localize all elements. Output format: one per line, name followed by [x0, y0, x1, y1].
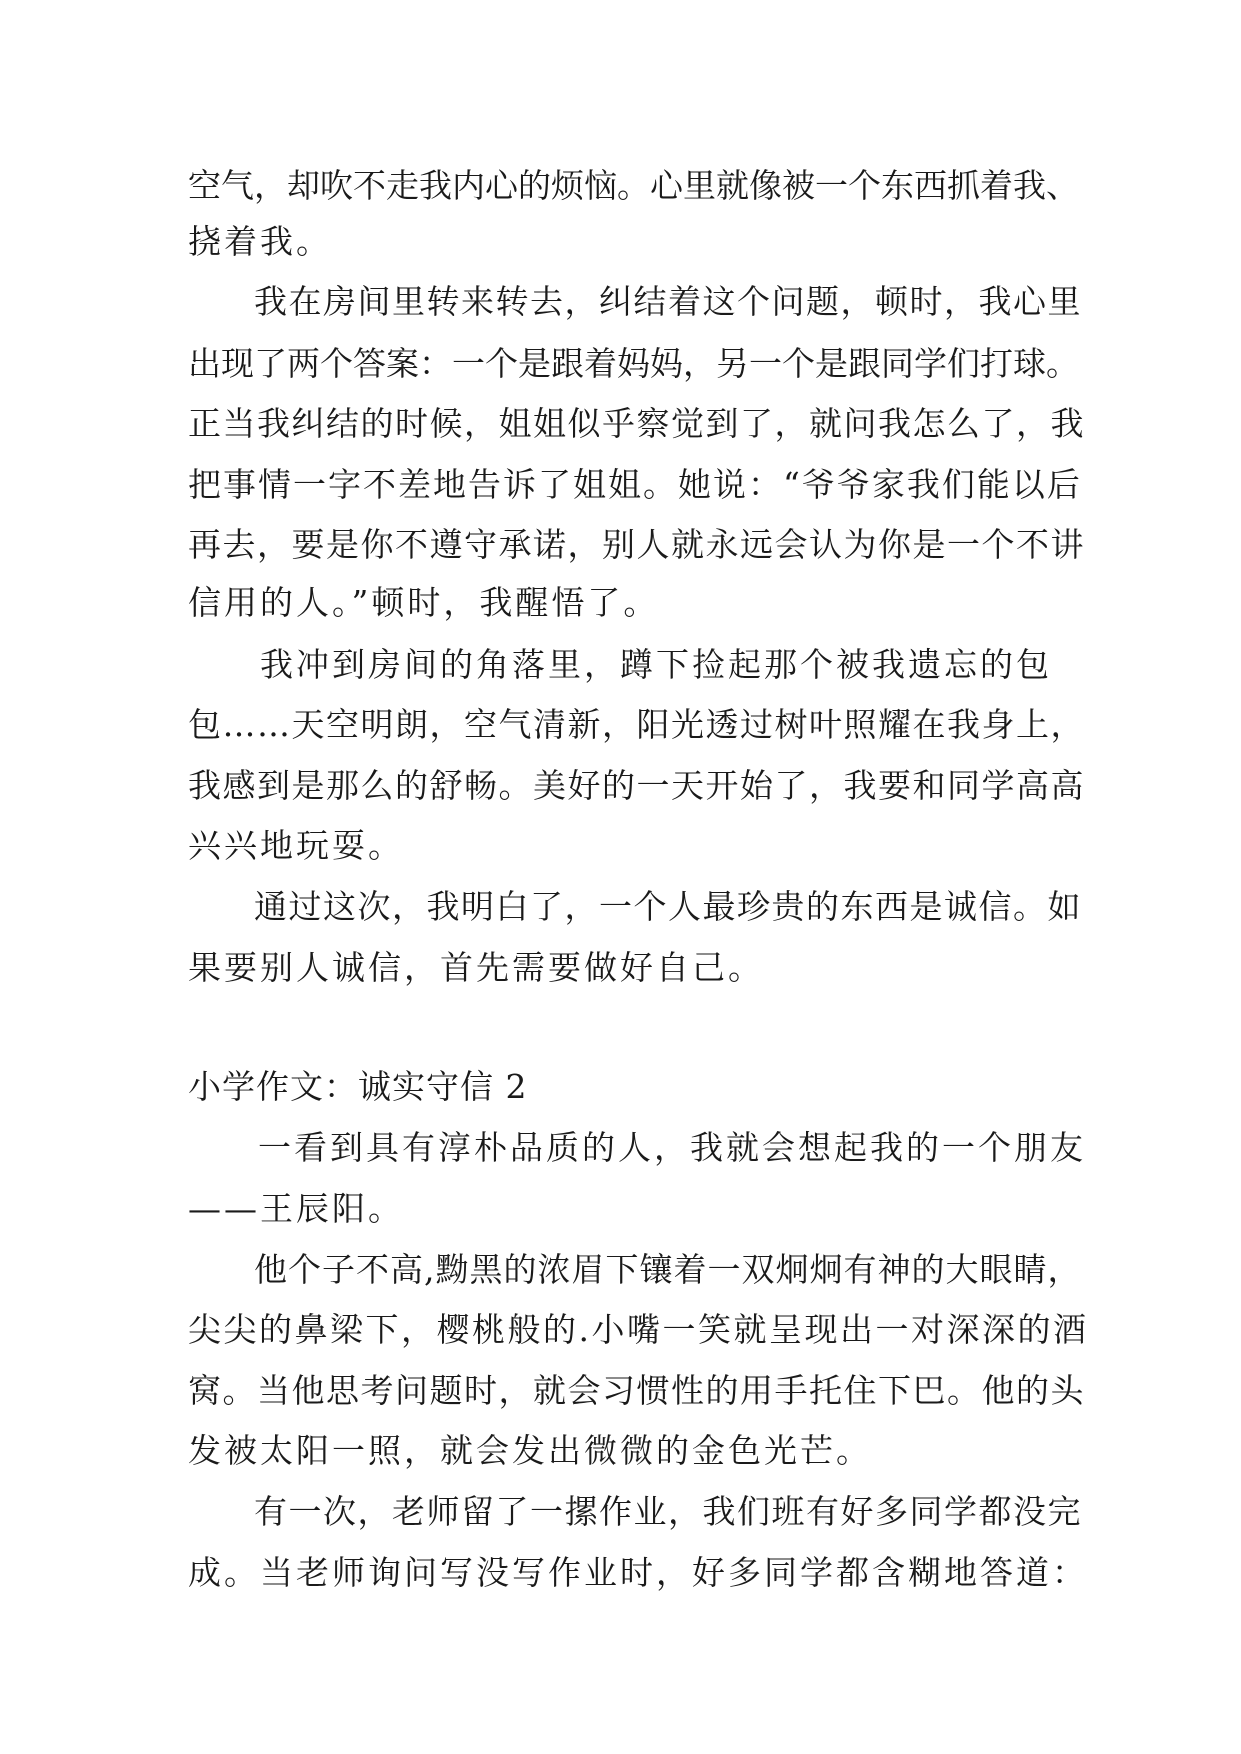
paragraph-line: 发被太阳一照，就会发出微微的金色光芒。 [188, 1431, 872, 1470]
paragraph-line: 果要别人诚信，首先需要做好自己。 [188, 948, 764, 987]
paragraph-line: 有一次，老师留了一摞作业，我们班有好多同学都没完 [254, 1492, 1082, 1531]
paragraph-line: 我感到是那么的舒畅。美好的一天开始了，我要和同学高高 [188, 766, 1085, 805]
paragraph-line: 把事情一字不差地告诉了姐姐。她说：“爷爷家我们能以后 [188, 465, 1082, 504]
paragraph-line: 出现了两个答案：一个是跟着妈妈，另一个是跟同学们打球。 [188, 344, 1079, 383]
paragraph-line: 成。当老师询问写没写作业时，好多同学都含糊地答道： [188, 1553, 1088, 1592]
paragraph-line: 包……天空明朗，空气清新，阳光透过树叶照耀在我身上， [188, 705, 1085, 744]
section-heading: 小学作文：诚实守信 2 [188, 1067, 528, 1106]
paragraph-line: 我冲到房间的角落里，蹲下捡起那个被我遗忘的包 [260, 645, 1052, 684]
paragraph-line: 挠着我。 [188, 222, 332, 261]
paragraph-line: 空气，却吹不走我内心的烦恼。心里就像被一个东西抓着我、 [188, 166, 1079, 205]
paragraph-line: 他个子不高,黝黑的浓眉下镶着一双炯炯有神的大眼睛， [254, 1250, 1082, 1289]
paragraph-line: 窝。当他思考问题时，就会习惯性的用手托住下巴。他的头 [188, 1371, 1085, 1410]
paragraph-line: 再去，要是你不遵守承诺，别人就永远会认为你是一个不讲 [188, 525, 1085, 564]
paragraph-line: ——王辰阳。 [188, 1189, 404, 1228]
paragraph-line: 一看到具有淳朴品质的人，我就会想起我的一个朋友 [258, 1128, 1086, 1167]
paragraph-line: 兴兴地玩耍。 [188, 826, 404, 865]
paragraph-line: 信用的人。”顿时，我醒悟了。 [188, 583, 660, 622]
paragraph-line: 正当我纠结的时候，姐姐似乎察觉到了，就问我怎么了，我 [188, 404, 1085, 443]
paragraph-line: 我在房间里转来转去，纠结着这个问题，顿时，我心里 [254, 282, 1082, 321]
paragraph-line: 通过这次，我明白了，一个人最珍贵的东西是诚信。如 [254, 887, 1082, 926]
paragraph-line: 尖尖的鼻梁下，樱桃般的.小嘴一笑就呈现出一对深深的酒 [188, 1310, 1089, 1349]
